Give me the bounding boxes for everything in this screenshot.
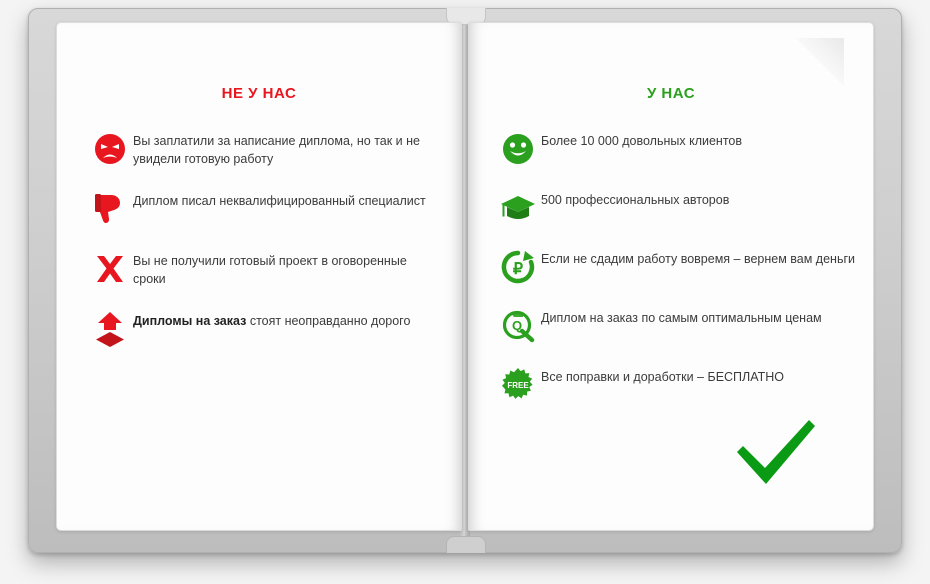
list-item-text-rest: стоят неоправданно дорого — [246, 314, 411, 328]
list-item-text: Диплом писал неквалифицированный специалист — [133, 194, 426, 208]
list-item-text: Более 10 000 довольных клиентов — [541, 134, 743, 148]
book-spine-notch-bottom — [446, 536, 486, 553]
price-up-arrow-icon — [87, 309, 133, 349]
list-item-text: Вы не получили готовый проект в оговоренные сроки — [133, 254, 407, 286]
green-check-icon — [733, 416, 819, 488]
red-cross-icon — [87, 249, 133, 289]
svg-text:Q: Q — [511, 318, 523, 333]
sad-face-icon — [87, 129, 133, 169]
list-item — [495, 365, 855, 405]
svg-text:FREE: FREE — [507, 381, 529, 390]
list-item-text-bold: Дипломы на заказ — [133, 314, 247, 328]
list-item — [87, 129, 439, 169]
money-back-icon — [495, 247, 541, 287]
open-book — [28, 8, 902, 553]
left-page-list — [57, 129, 461, 349]
right-page-list — [469, 129, 873, 405]
list-item — [495, 129, 855, 169]
list-item — [87, 249, 439, 289]
list-item — [87, 309, 439, 349]
svg-text:₽: ₽ — [512, 261, 524, 278]
list-item-text: Диплом на заказ по самым оптимальным ценам — [541, 311, 822, 325]
right-page-title: У НАС — [646, 85, 696, 102]
list-item-text: 500 профессиональных авторов — [541, 193, 730, 207]
list-item-text: Все поправки и доработки – БЕСПЛАТНО — [541, 370, 784, 384]
graduation-cap-icon — [495, 188, 541, 228]
thumbs-down-icon — [87, 189, 133, 229]
list-item — [87, 189, 439, 229]
list-item-text — [133, 309, 439, 330]
list-item — [495, 306, 855, 346]
list-item-text: Если не сдадим работу вовремя – вернем вам деньги — [541, 252, 855, 266]
list-item — [495, 188, 855, 228]
left-page — [56, 22, 462, 531]
free-badge-icon — [495, 365, 541, 405]
page-curl — [796, 38, 844, 86]
list-item — [495, 247, 855, 287]
best-price-icon — [495, 306, 541, 346]
right-page — [468, 22, 874, 531]
happy-face-icon — [495, 129, 541, 169]
left-page-title: НЕ У НАС — [221, 85, 297, 102]
list-item-text: Вы заплатили за написание диплома, но так и не увидели готовую работу — [133, 134, 420, 166]
